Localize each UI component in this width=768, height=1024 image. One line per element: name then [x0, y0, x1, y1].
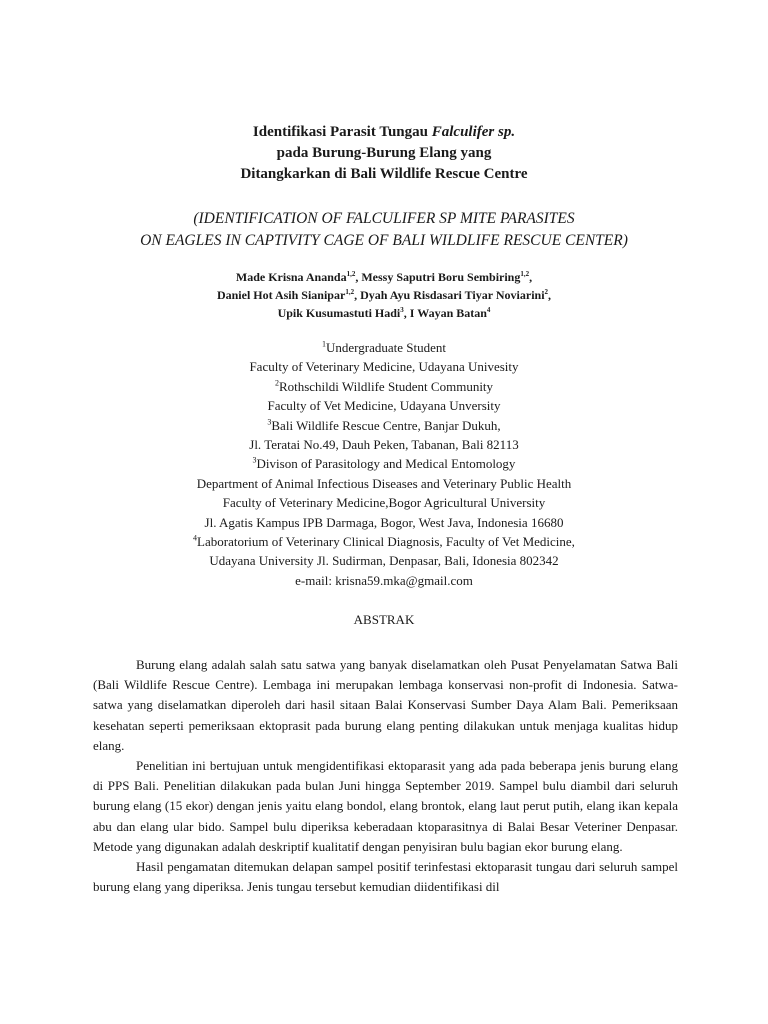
author-name: Upik Kusumastuti Hadi	[277, 306, 401, 320]
affiliation-line: $^3$Divison of Parasitology and Medical Entomology	[252, 456, 516, 472]
species-name: Falculifer sp.	[431, 124, 516, 140]
author-affiliation-mark: 3	[400, 306, 404, 314]
affiliation-line: $^3$Bali Wildlife Rescue Centre, Banjar Dukuh,	[267, 417, 501, 433]
title-line-1: Identifikasi Parasit Tungau Falculifer sp.	[252, 124, 516, 140]
paper-title	[0, 122, 768, 185]
english-title-line-2: ON EAGLES IN CAPTIVITY CAGE OF BALI WILDLIFE RESCUE CENTER)	[140, 232, 628, 249]
author-name: Daniel Hot Asih Sianipar	[216, 288, 346, 302]
affiliation-line: Department of Animal Infectious Diseases and Veterinary Public Health	[196, 475, 572, 491]
author-name: I Wayan Batan	[409, 306, 487, 320]
affiliation-line: $^2$Rothschildi Wildlife Student Community	[274, 378, 494, 394]
affiliation-mark: 3	[252, 456, 257, 466]
author-affiliation-mark: 2	[544, 288, 549, 296]
english-title-line-1: (IDENTIFICATION OF FALCULIFER SP MITE PARASITES	[193, 210, 575, 227]
author-line-3: Upik Kusumastuti Hadi$^3$, I Wayan Batan$^4$	[277, 306, 491, 320]
abstract-heading: ABSTRAK	[353, 612, 415, 627]
author-name: Made Krisna Ananda	[235, 270, 347, 284]
abstract-paragraph: Burung elang adalah salah satu satwa yang banyak diselamatkan oleh Pusat Penyelamatan Satwa Bali (Bali Wildlife Rescue Centre). Lembaga ini merupakan lembaga konservasi non-profit di Indonesia. Satwa-satwa yang diselamatkan diperoleh dari hasil sitaan Balai Konservasi Sumber Daya Alam Bali. Pemeriksaan kesehatan seperti pemeriksaan ektoprasit pada burung elang penting dilakukan untuk menjaga kualitas hidup elang.	[93, 657, 678, 753]
author-name: Messy Saputri Boru Sembiring	[361, 270, 521, 284]
author-affiliation-mark: 1,2	[346, 270, 356, 278]
author-affiliation-mark: 4	[486, 306, 491, 314]
abstract-paragraph: Hasil pengamatan ditemukan delapan sampel positif terinfestasi ektoparasit tungau dari seluruh sampel burung elang yang diperiksa. Jenis tungau tersebut kemudian diidentifikasi dil	[93, 859, 678, 895]
contact-email: e-mail: krisna59.mka@gmail.com	[295, 572, 473, 588]
affiliation-list	[0, 338, 768, 590]
affiliation-mark: 3	[267, 417, 272, 427]
affiliation-mark: 4	[193, 533, 198, 543]
affiliation-line: Faculty of Veterinary Medicine,Bogor Agricultural University	[222, 495, 546, 511]
affiliation-line: Faculty of Vet Medicine, Udayana Unversity	[267, 398, 501, 414]
title-line-3: Ditangkarkan di Bali Wildlife Rescue Centre	[240, 166, 528, 182]
affiliation-line: Jl. Teratai No.49, Dauh Peken, Tabanan, Bali 82113	[249, 437, 519, 453]
author-affiliation-mark: 1,2	[345, 288, 355, 296]
affiliation-mark: 1	[322, 339, 326, 349]
affiliation-line: $^1$Undergraduate Student	[322, 339, 446, 355]
affiliation-line: Udayana University Jl. Sudirman, Denpasar, Bali, Idonesia 802342	[209, 553, 559, 569]
author-line-1: Made Krisna Ananda$^{1,2}$, Messy Saputri Boru Sembiring$^{1,2}$,	[235, 270, 533, 284]
abstract-body	[93, 655, 678, 897]
affiliation-line: Faculty of Veterinary Medicine, Udayana Univesity	[249, 359, 519, 375]
author-name: Dyah Ayu Risdasari Tiyar Noviarini	[360, 288, 545, 302]
affiliation-mark: 2	[274, 378, 279, 388]
author-affiliation-mark: 1,2	[520, 270, 530, 278]
affiliation-line: Jl. Agatis Kampus IPB Darmaga, Bogor, West Java, Indonesia 16680	[204, 514, 564, 530]
author-list	[0, 268, 768, 322]
affiliation-line: $^4$Laboratorium of Veterinary Clinical Diagnosis, Faculty of Vet Medicine,	[193, 533, 575, 550]
english-title	[0, 208, 768, 252]
author-line-2: Daniel Hot Asih Sianipar$^{1,2}$, Dyah Ayu Risdasari Tiyar Noviarini$^2$,	[216, 288, 552, 302]
title-line-2: pada Burung-Burung Elang yang	[276, 145, 492, 161]
abstract-paragraph: Penelitian ini bertujuan untuk mengidentifikasi ektoparasit yang ada pada beberapa jenis burung elang di PPS Bali. Penelitian dilakukan pada bulan Juni hingga September 2019. Sampel bulu diambil dari seluruh burung elang (15 ekor) dengan jenis yaitu elang bondol, elang brontok, elang laut perut putih, elang ikan kepala abu dan elang ular bido. Sampel bulu diperiksa keberadaan ktoparasitnya di Balai Besar Veteriner Denpasar. Metode yang digunakan adalah deskriptif kualitatif dengan penyisiran bulu bagian ekor burung elang.	[93, 758, 678, 854]
